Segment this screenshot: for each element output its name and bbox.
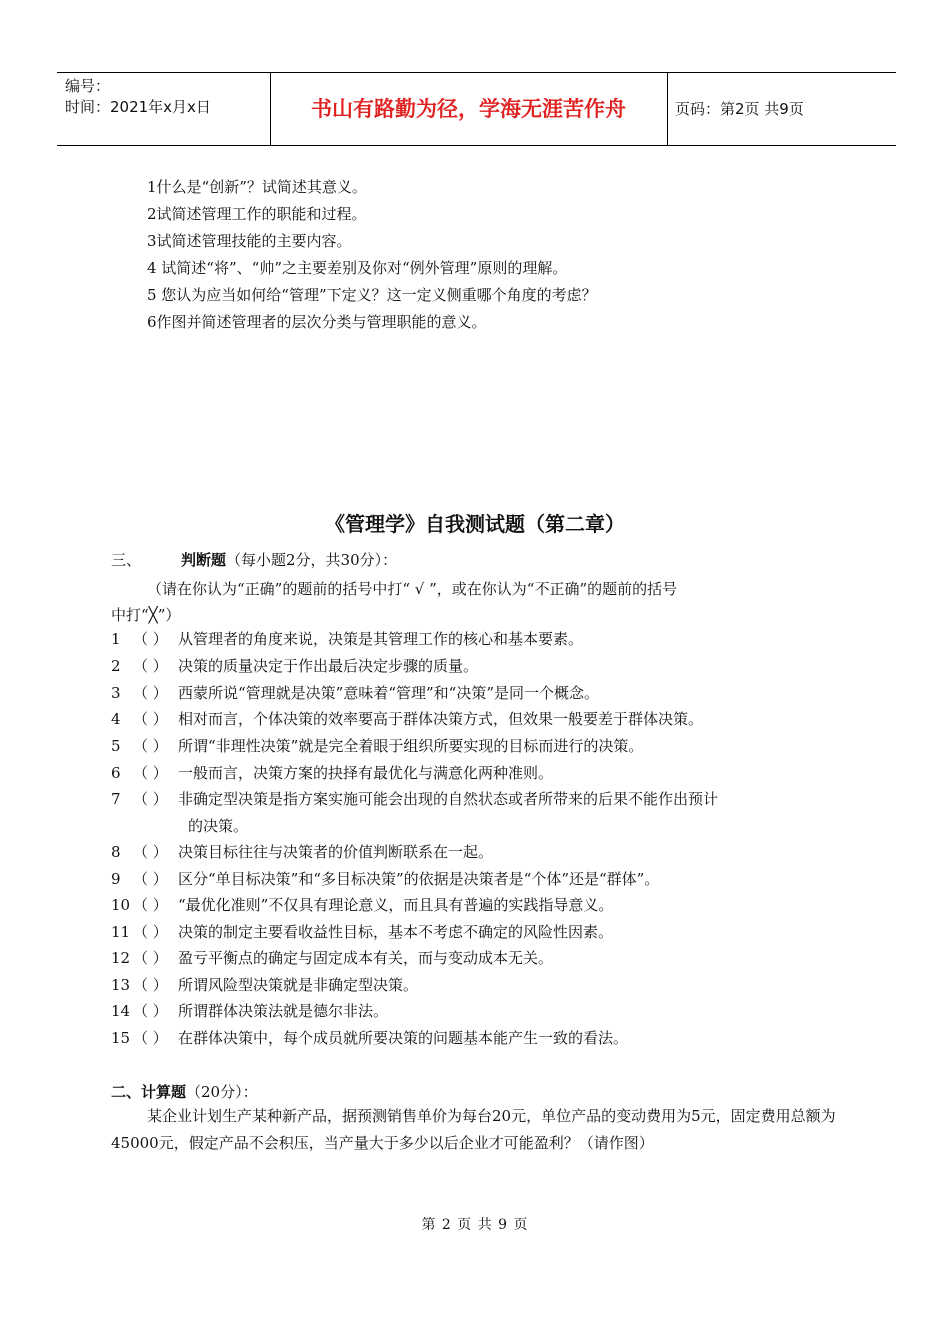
section2-heading (111, 1081, 258, 1102)
item-number: 14 (111, 1002, 131, 1020)
item-number: 4 (111, 710, 121, 728)
judgment-item (111, 789, 718, 809)
item-number: 7 (111, 790, 121, 808)
section2-title: 二、计算题 (111, 1083, 187, 1101)
item-number: 12 (111, 949, 131, 967)
item-text: 决策的质量决定于作出最后决定步骤的质量。 (178, 657, 479, 675)
item-text: 一般而言，决策方案的抉择有最优化与满意化两种准则。 (178, 764, 554, 782)
instruction-line: 中打“╳”） (111, 606, 181, 624)
item-number: 13 (111, 976, 131, 994)
item-number: 5 (111, 737, 121, 755)
answer-blank: （ ） (133, 684, 168, 702)
item-text: 盈亏平衡点的确定与固定成本有关，而与变动成本无关。 (178, 949, 554, 967)
judgment-item (111, 1028, 628, 1048)
header-page-info: 页码：第2页 共9页 (675, 100, 804, 118)
judgment-item (111, 763, 553, 783)
item-number: 10 (111, 896, 131, 914)
item-number: 15 (111, 1029, 131, 1047)
judgment-item (111, 869, 659, 889)
answer-blank: （ ） (133, 923, 168, 941)
item-number: 11 (111, 923, 131, 941)
chapter1-question: 4 试简述“将”、“帅”之主要差别及你对“例外管理”原则的理解。 (147, 259, 568, 277)
page-header (57, 72, 896, 146)
answer-blank: （ ） (133, 896, 168, 914)
item-number: 8 (111, 843, 121, 861)
answer-blank: （ ） (133, 710, 168, 728)
item-text: 在群体决策中，每个成员就所要决策的问题基本能产生一致的看法。 (178, 1029, 629, 1047)
chapter1-question: 1什么是“创新”？试简述其意义。 (147, 178, 367, 196)
item-number: 2 (111, 657, 121, 675)
answer-blank: （ ） (133, 843, 168, 861)
item-number: 3 (111, 684, 121, 702)
calculation-problem: 某企业计划生产某种新产品，据预测销售单价为每台20元，单位产品的变动费用为5元，固定费用总额为45000元，假定产品不会积压，当产量大于多少以后企业才可能盈利？（请作图） (111, 1107, 836, 1152)
doc-time: 时间：2021年x月x日 (65, 98, 211, 116)
item-text: 西蒙所说“管理就是决策”意味着“管理”和“决策”是同一个概念。 (178, 684, 600, 702)
section3-number: 三、 (111, 551, 142, 569)
answer-blank: （ ） (133, 949, 168, 967)
section3-instructions (111, 576, 851, 628)
item-text: 所谓群体决策法就是德尔非法。 (178, 1002, 389, 1020)
section3-heading (181, 549, 397, 570)
item-text: 决策目标往往与决策者的价值判断联系在一起。 (178, 843, 494, 861)
doc-number: 编号： (65, 77, 111, 95)
item7-continuation: 的决策。 (188, 817, 249, 835)
item-text: “最优化准则”不仅具有理论意义，而且具有普遍的实践指导意义。 (178, 896, 614, 914)
answer-blank: （ ） (133, 764, 168, 782)
answer-blank: （ ） (133, 790, 168, 808)
item-number: 9 (111, 870, 121, 888)
chapter1-question: 5 您认为应当如何给“管理”下定义？这一定义侧重哪个角度的考虑？ (147, 286, 597, 304)
test-title: 《管理学》自我测试题（第二章） (325, 512, 625, 536)
judgment-item (111, 975, 418, 995)
item-text: 非确定型决策是指方案实施可能会出现的自然状态或者所带来的后果不能作出预计 (178, 790, 719, 808)
section3-title: 判断题 (181, 551, 227, 569)
item-text: 决策的制定主要看收益性目标，基本不考虑不确定的风险性因素。 (178, 923, 614, 941)
header-motto: 书山有路勤为径，学海无涯苦作舟 (311, 97, 626, 121)
item-number: 1 (111, 630, 121, 648)
item-text: 从管理者的角度来说，决策是其管理工作的核心和基本要素。 (178, 630, 584, 648)
answer-blank: （ ） (133, 1002, 168, 1020)
item-text: 区分“单目标决策”和“多目标决策”的依据是决策者是“个体”还是“群体”。 (178, 870, 660, 888)
answer-blank: （ ） (133, 630, 168, 648)
judgment-item (111, 1001, 388, 1021)
item-text: 所谓风险型决策就是非确定型决策。 (178, 976, 419, 994)
header-divider (667, 72, 668, 146)
header-meta (65, 76, 211, 118)
section3-score: （每小题2分，共30分）： (226, 551, 398, 569)
judgment-item (111, 948, 553, 968)
answer-blank: （ ） (133, 1029, 168, 1047)
answer-blank: （ ） (133, 870, 168, 888)
chapter1-question: 2试简述管理工作的职能和过程。 (147, 205, 367, 223)
answer-blank: （ ） (133, 976, 168, 994)
answer-blank: （ ） (133, 737, 168, 755)
judgment-item (111, 709, 703, 729)
judgment-item (111, 736, 643, 756)
chapter1-question: 6作图并简述管理者的层次分类与管理职能的意义。 (147, 313, 487, 331)
judgment-item (111, 656, 478, 676)
item-number: 6 (111, 764, 121, 782)
answer-blank: （ ） (133, 657, 168, 675)
judgment-item (111, 629, 583, 649)
item-text: 所谓“非理性决策”就是完全着眼于组织所要实现的目标而进行的决策。 (178, 737, 644, 755)
judgment-item (111, 895, 613, 915)
judgment-item (111, 683, 599, 703)
instruction-line: （请在你认为“正确”的题前的括号中打“ √ ”，或在你认为“不正确”的题前的括号 (147, 580, 678, 598)
item-text: 相对而言，个体决策的效率要高于群体决策方式，但效果一般要差于群体决策。 (178, 710, 704, 728)
section2-score: （20分）： (186, 1083, 258, 1101)
page-footer: 第 2 页 共 9 页 (421, 1217, 529, 1233)
chapter1-question: 3试简述管理技能的主要内容。 (147, 232, 352, 250)
judgment-item (111, 842, 493, 862)
judgment-item (111, 922, 613, 942)
